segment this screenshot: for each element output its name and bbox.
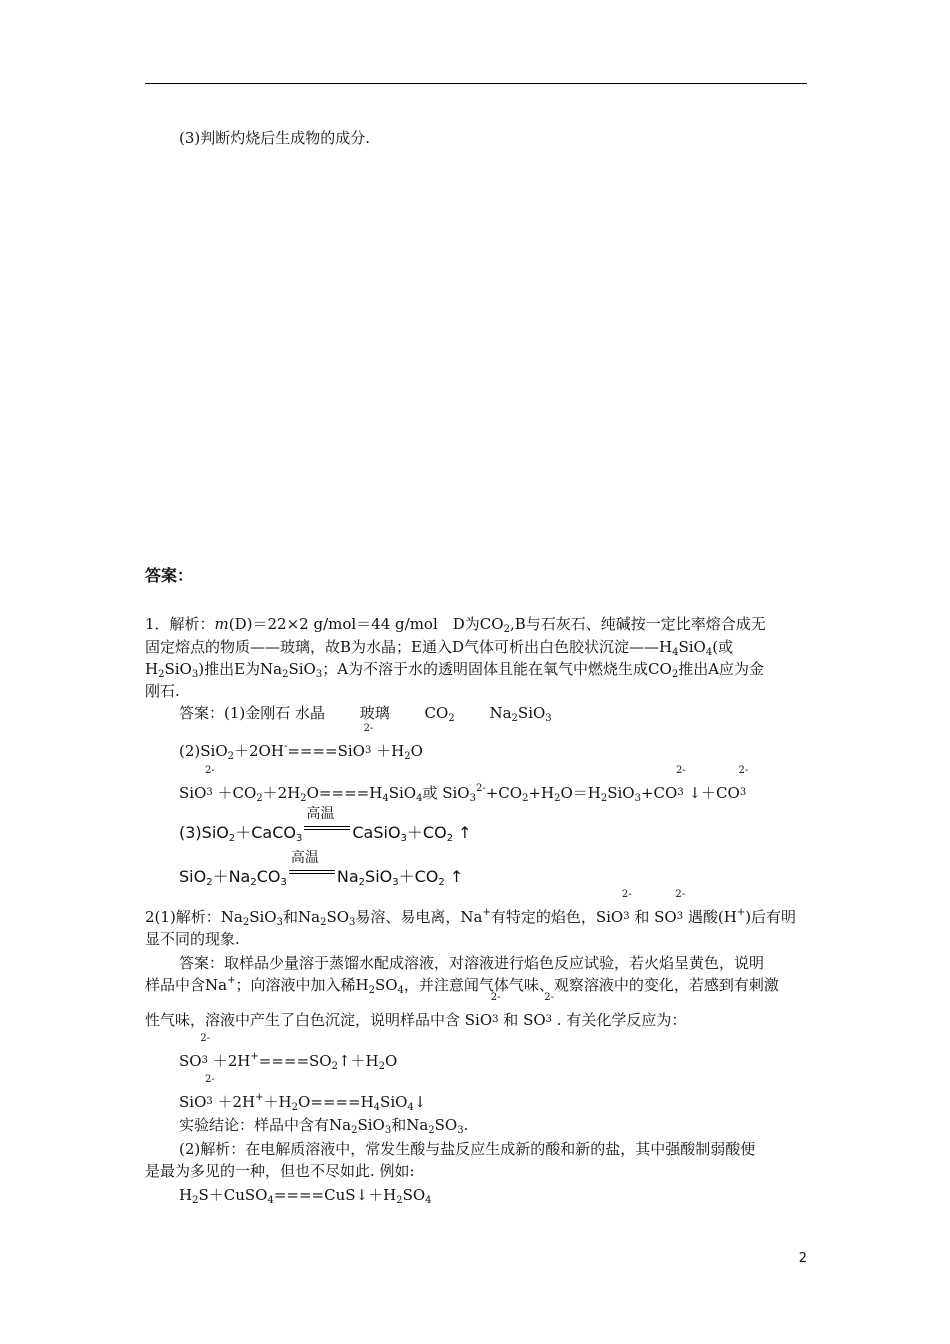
a2-line3: 答案：取样品少量溶于蒸馏水配成溶液，对溶液进行焰色反应试验，若火焰呈黄色，说明 [179,954,765,972]
a2-equation-1: $SO^3$ 2- $+2H^+====SO_2↑+H_2O$ [179,1033,398,1072]
a2-line4: 样品中含Na+；向溶液中加入稀$H_2SO_4$，并注意闻气体气味、观察溶液中的变化，若感到有刺激 [145,975,779,996]
a2-conclusion: 实验结论：样品中含有$Na_2SiO_3$和$Na_2SO_3$. [179,1116,469,1136]
a1-line1: 1．解析：m(D)＝22×2 g/mol＝44 g/mol D为$CO_2,B$与石灰石、纯碱按一定比率熔合成无 [145,615,766,635]
high-temp-condition: 高温 [289,864,335,884]
a2-line5: 性气味，溶液中产生了白色沉淀，说明样品中含 SiO$^3$ 2- 和 $SO^3$ 2- . 有关化学反应为： [145,992,687,1029]
answers-heading: 答案： [145,566,194,585]
a2-equation-2: SiO$^3$ 2- $+2H^++H_2O====H_4SiO_4↓$ [179,1074,427,1113]
a2-line1: 2(1)解析：$Na_2SiO_3$和$Na_2SO_3$易溶、易电离，Na+有特定的焰色，SiO$^3$ 2- 和 $SO^3$ 2- 遇酸(H+)后有明 [145,889,797,928]
a2-equation-3: $H_2S+CuSO_4====CuS↓+H_2SO_4$ [179,1186,432,1206]
gas-up-arrow: ↑ [458,823,472,842]
high-temp-condition: 高温 [304,820,350,840]
a1-line2: 固定熔点的物质——玻璃，故B为水晶；E通入D气体可析出白色胶状沉淀$——H_4SiO_4$(或 [145,638,734,658]
a1-answer-1: 答案：(1)金刚石 水晶 玻璃 $CO_2$ $Na_2SiO_3$ [179,704,552,724]
a2-paragraph-2a: (2)解析：在电解质溶液中，常发生酸与盐反应生成新的酸和新的盐，其中强酸制弱酸便 [179,1140,756,1158]
page-number: 2 [798,1251,807,1266]
header-rule [145,83,807,84]
a1-line4: 刚石. [145,682,180,700]
a1-equation-2: (2)SiO$_2$＋2OH-====SiO$^3$ 2- $+H_2O$ [179,723,423,762]
gas-up-arrow: ↑ [449,867,464,886]
a2-paragraph-2b: 是最为多见的一种，但也不尽如此. 例如: [145,1162,415,1180]
a1-equation-4: (3)SiO$_2$＋CaCO$_3$ 高温 $CaSiO_3+CO_2$ ↑ [179,806,472,844]
a1-line3: $H_2SiO_3$)推出E为$Na_2SiO_3$；A为不溶于水的透明固体且能在氧气中燃烧生成$CO_2$推出A应为金 [145,660,765,680]
a1-equation-5: $SiO_2+Na_2CO_3$ 高温 $Na_2SiO_3+CO_2$ ↑ [179,850,464,888]
question-3: (3)判断灼烧后生成物的成分. [179,129,371,147]
a1-equation-3: SiO$^3$ 2- $+CO_2+2H_2O====H_4SiO_4$或 $SiO_3^{2-}+CO_2+H_2O=H_2SiO_3+CO^3$ 2- $↓+CO^3$ 2- [179,765,749,804]
a2-line2: 显不同的现象. [145,930,240,948]
